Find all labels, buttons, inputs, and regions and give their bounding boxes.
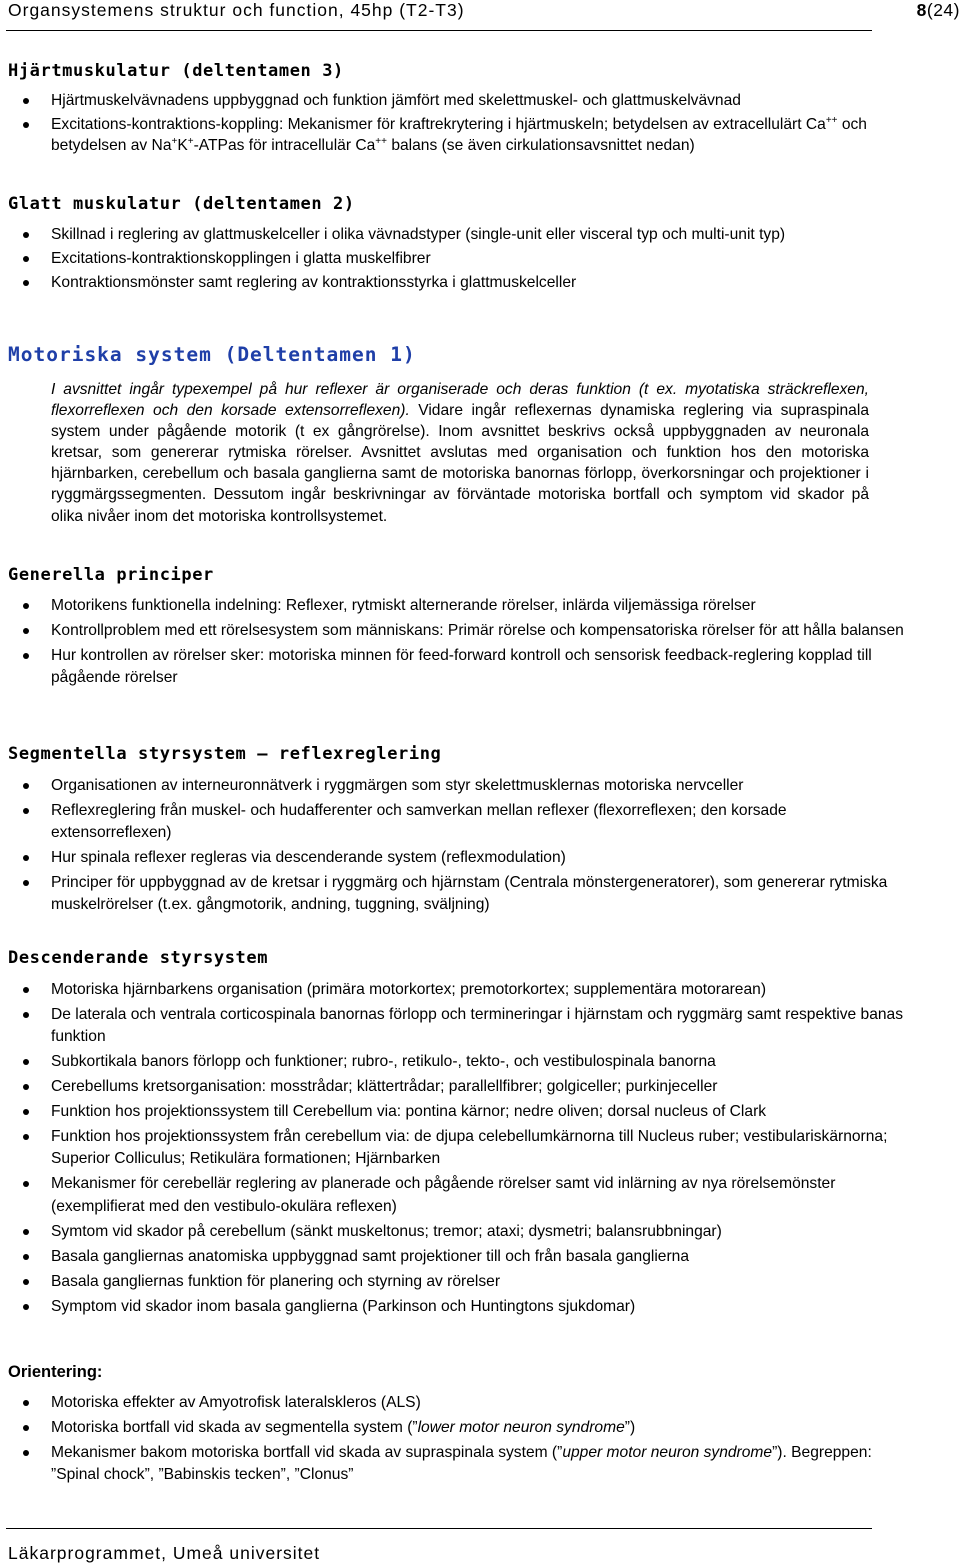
heading-generella-principer: Generella principer bbox=[8, 565, 214, 585]
list-item: Motorikens funktionella indelning: Reflexer, rytmiskt alternerande rörelser, inlärda viljemässiga rörelser bbox=[0, 595, 905, 617]
page-number-current: 8 bbox=[916, 0, 927, 20]
list-item: Hur spinala reflexer regleras via descenderande system (reflexmodulation) bbox=[0, 847, 905, 869]
page-header bbox=[6, 0, 960, 31]
intro-text: Vidare ingår reflexernas dynamiska reglering via supraspinala system under pågående motorik (t ex gångrörelse). Inom avsnittet beskrivs också uppbyggnaden av neuronala kretsar, som genererar rytmiska rörelser. Avsnittet avslutas med organisation och funktion hos den motoriska hjärnbarken, cerebellum och basala ganglierna samt de motoriska banornas förlopp, överkorsningar och projektioner i ryggmärgssegmenten. Dessutom ingår beskrivningar av förväntade motoriska bortfall och symptom vid skador på olika nivåer inom det motoriska kontrollsystemet. bbox=[51, 402, 869, 525]
heading-orientering: Orientering: bbox=[8, 1363, 103, 1381]
list-item: Subkortikala banors förlopp och funktioner; rubro-, retikulo-, tekto-, och vestibulospinala banorna bbox=[0, 1051, 905, 1073]
list-hjartmuskulatur bbox=[0, 91, 905, 159]
list-item: Hjärtmuskelvävnadens uppbyggnad och funktion jämfört med skelettmuskel- och glattmuskelvävnad bbox=[0, 91, 905, 112]
list-item: Excitations-kontraktions-koppling: Mekanismer för kraftrekrytering i hjärtmuskeln; betydelsen av extracellulärt Ca++ och betydelsen av Na+K+-ATPas för intracellulär Ca++ balans (se även cirkulationsavsnittet nedan) bbox=[0, 115, 905, 157]
heading-descenderande-styrsystem: Descenderande styrsystem bbox=[8, 948, 269, 968]
list-item: Organisationen av interneuronnätverk i ryggmärgen som styr skelettmusklernas motoriska nervceller bbox=[0, 775, 905, 797]
list-descenderande-styrsystem bbox=[0, 979, 905, 1321]
list-item: Motoriska effekter av Amyotrofisk lateralskleros (ALS) bbox=[0, 1392, 905, 1414]
motoriska-intro-paragraph bbox=[51, 379, 869, 527]
intro-italic: I avsnittet ingår typexempel på hur reflexer är organiserade och deras funktion (t ex. myotatiska sträckreflexen, flexorreflexen och den korsade extensorreflexen). bbox=[51, 381, 869, 420]
list-item: Funktion hos projektionssystem från cerebellum via: de djupa celebellumkärnorna till Nucleus ruber; vestibulariskärnorna; Superior Colliculus; Retikulära formationen; Hjärnbarken bbox=[0, 1126, 905, 1170]
list-item: Excitations-kontraktionskopplingen i glatta muskelfibrer bbox=[0, 249, 905, 270]
footer-text: Läkarprogrammet, Umeå universitet bbox=[8, 1543, 321, 1563]
list-item: Mekanismer bakom motoriska bortfall vid skada av supraspinala system (”upper motor neuron syndrome”). Begreppen: ”Spinal chock”, ”Babinskis tecken”, ”Clonus” bbox=[0, 1442, 905, 1486]
list-item: Basala gangliernas funktion för planering och styrning av rörelser bbox=[0, 1271, 905, 1293]
list-item: De laterala och ventrala corticospinala banornas förlopp och termineringar i hjärnstam och ryggmärg samt respektive banas funktion bbox=[0, 1004, 905, 1048]
document-title: Organsystemens struktur och function, 45hp (T2-T3) bbox=[8, 0, 465, 20]
list-segmentella-styrsystem bbox=[0, 775, 905, 919]
list-item: Kontraktionsmönster samt reglering av kontraktionsstyrka i glattmuskelceller bbox=[0, 273, 905, 294]
heading-segmentella-styrsystem: Segmentella styrsystem – reflexreglering bbox=[8, 744, 442, 764]
list-item: Mekanismer för cerebellär reglering av planerade och pågående rörelser samt vid inlärning av nya rörelsemönster (exemplifierat med den vestibulo-okulära reflexen) bbox=[0, 1173, 905, 1217]
list-orientering bbox=[0, 1392, 905, 1489]
list-item: Skillnad i reglering av glattmuskelceller i olika vävnadstyper (single-unit eller visceral typ och multi-unit typ) bbox=[0, 225, 905, 246]
list-item: Principer för uppbyggnad av de kretsar i ryggmärg och hjärnstam (Centrala mönstergeneratorer), som genererar rytmiska muskelrörelser (t.ex. gångmotorik, andning, tuggning, sväljning) bbox=[0, 872, 905, 916]
heading-motoriska-system: Motoriska system (Deltentamen 1) bbox=[8, 343, 416, 366]
list-item: Symptom vid skador inom basala ganglierna (Parkinson och Huntingtons sjukdomar) bbox=[0, 1296, 905, 1318]
list-item: Basala gangliernas anatomiska uppbyggnad samt projektioner till och från basala ganglierna bbox=[0, 1246, 905, 1268]
page-number-total: (24) bbox=[926, 0, 960, 20]
list-generella-principer bbox=[0, 595, 905, 692]
page-footer bbox=[6, 1528, 872, 1565]
list-item: Cerebellums kretsorganisation: mosstrådar; klättertrådar; parallellfibrer; golgiceller; purkinjeceller bbox=[0, 1076, 905, 1098]
list-item: Symtom vid skador på cerebellum (sänkt muskeltonus; tremor; ataxi; dysmetri; balansrubbningar) bbox=[0, 1221, 905, 1243]
page-number bbox=[872, 0, 960, 21]
list-item: Motoriska hjärnbarkens organisation (primära motorkortex; premotorkortex; supplementära motorarean) bbox=[0, 979, 905, 1001]
list-item: Reflexreglering från muskel- och hudafferenter och samverkan mellan reflexer (flexorreflexen; den korsade extensorreflexen) bbox=[0, 800, 905, 844]
heading-glatt-muskulatur: Glatt muskulatur (deltentamen 2) bbox=[8, 194, 355, 214]
list-glatt-muskulatur bbox=[0, 225, 905, 296]
list-item: Hur kontrollen av rörelser sker: motoriska minnen för feed-forward kontroll och sensorisk feedback-reglering kopplad till pågående rörelser bbox=[0, 645, 905, 689]
list-item: Motoriska bortfall vid skada av segmentella system (”lower motor neuron syndrome”) bbox=[0, 1417, 905, 1439]
heading-hjartmuskulatur: Hjärtmuskulatur (deltentamen 3) bbox=[8, 61, 344, 81]
list-item: Kontrollproblem med ett rörelsesystem som människans: Primär rörelse och kompensatoriska rörelser för att hålla balansen bbox=[0, 620, 905, 642]
list-item: Funktion hos projektionssystem till Cerebellum via: pontina kärnor; nedre oliven; dorsal nucleus of Clark bbox=[0, 1101, 905, 1123]
